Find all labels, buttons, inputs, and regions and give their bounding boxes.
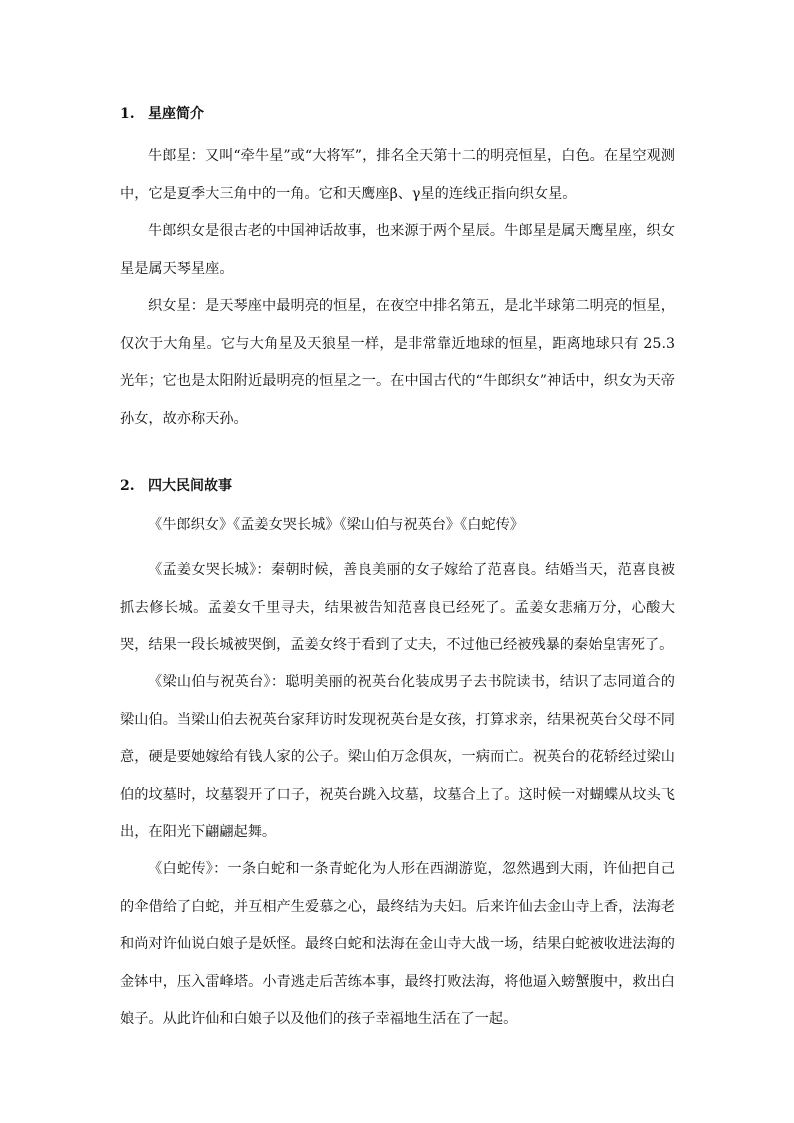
section-1-paragraph-3: 织女星：是天琴座中最明亮的恒星，在夜空中排名第五，是北半球第二明亮的恒星，仅次于大角星。它与大角星及天狼星一样，是非常靠近地球的恒星，距离地球只有 25.3 光年；它也是太阳附近最明亮的恒星之一。在中国古代的“牛郎织女”神话中，织女为天帝孙女，故亦称天孙。 <box>120 298 675 427</box>
section-1-number: 1. <box>120 106 135 122</box>
section-2-paragraph-3: 《梁山伯与祝英台》：聪明美丽的祝英台化装成男子去书院读书，结识了志同道合的梁山伯。当梁山伯去祝英台家拜访时发现祝英台是女孩，打算求亲，结果祝英台父母不同意，硬是要她嫁给有钱人家的公子。梁山伯万念俱灰，一病而亡。祝英台的花轿经过梁山伯的坟墓时，坟墓裂开了口子，祝英台跳入坟墓，坟墓合上了。这时候一对蝴蝶从坟头飞出，在阳光下翩翩起舞。 <box>120 674 675 840</box>
section-1-paragraph-1: 牛郎星：又叫“牵牛星”或“大将军”，排名全天第十二的明亮恒星，白色。在星空观测中，它是夏季大三角中的一角。它和天鹰座β、γ星的连线正指向织女星。 <box>120 148 675 202</box>
section-2-paragraph-2: 《孟姜女哭长城》：秦朝时候，善良美丽的女子嫁给了范喜良。结婚当天，范喜良被抓去修长城。孟姜女千里寻夫，结果被告知范喜良已经死了。孟姜女悲痛万分，心酸大哭，结果一段长城被哭倒，孟姜女终于看到了丈夫，不过他已经被残暴的秦始皇害死了。 <box>120 562 675 653</box>
section-2-heading <box>120 476 232 496</box>
section-1-title: 星座简介 <box>148 106 204 122</box>
section-2-number: 2. <box>120 478 135 494</box>
section-2-paragraph-1: 《牛郎织女》《孟姜女哭长城》《梁山伯与祝英台》《白蛇传》 <box>148 517 524 533</box>
section-1-heading <box>120 104 204 124</box>
section-2-paragraph-4: 《白蛇传》：一条白蛇和一条青蛇化为人形在西湖游览，忽然遇到大雨，许仙把自己的伞借给了白蛇，并互相产生爱慕之心，最终结为夫妇。后来许仙去金山寺上香，法海老和尚对许仙说白娘子是妖怪。最终白蛇和法海在金山寺大战一场，结果白蛇被收进法海的金钵中，压入雷峰塔。小青逃走后苦练本事，最终打败法海，将他逼入螃蟹腹中，救出白娘子。从此许仙和白娘子以及他们的孩子幸福地生活在了一起。 <box>120 861 675 1027</box>
section-2-title: 四大民间故事 <box>148 478 232 494</box>
section-1-paragraph-2: 牛郎织女是很古老的中国神话故事，也来源于两个星辰。牛郎星是属天鹰星座，织女星是属天琴星座。 <box>120 223 675 277</box>
